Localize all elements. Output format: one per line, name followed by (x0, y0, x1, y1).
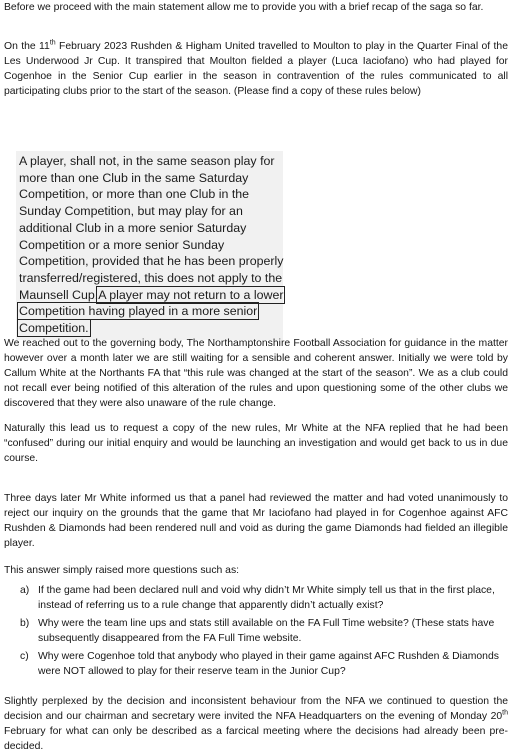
intro-paragraph: Before we proceed with the main statement allow me to provide you with a brief recap of the saga so far. (4, 2, 484, 13)
rule-line-10 (19, 303, 283, 320)
rule-line-4: Sunday Competition, but may play for an (19, 204, 243, 219)
list-marker: a) (20, 585, 30, 596)
list-item-text: If the game had been declared null and void why didn’t Mr White simply tell us that in the first place, instead of referring us to a rule change that apparently didn’t actually exist? (38, 585, 495, 611)
rule-line-11 (19, 320, 283, 337)
meeting-paragraph (4, 694, 508, 754)
rule-line-9 (19, 287, 283, 304)
rule-line-5: additional Club in a more senior Saturday (19, 220, 247, 235)
rule-line-2: more than one Club in the same Saturday (19, 170, 249, 185)
rule-line-1: A player, shall not, in the same season play for (19, 154, 275, 168)
meeting-text-rest: February for what can only be described as a farcical meeting where the decisions had already been pre-decided. (4, 726, 508, 752)
list-item (20, 583, 508, 613)
rule-line-6: Competition or a more senior Sunday (19, 237, 225, 252)
list-item-text: Why were the team line ups and stats still available on the FA Full Time website? (These stats have subsequently disappeared from the FA Full Time website. (38, 618, 495, 644)
highlighted-rule-start: A player may not return to a lower (98, 287, 284, 302)
rule-line-3: Competition, or more than one Club in the (19, 187, 250, 202)
list-marker: b) (20, 618, 30, 629)
list-item (20, 649, 508, 679)
meeting-text-start: Slightly perplexed by the decision and inconsistent behaviour from the NFA we continued to question the decision and our chairman and secretary were invited the NFA Headquarters on the evening of Monday 20 (4, 696, 508, 722)
meeting-date-suffix: th (502, 709, 508, 717)
list-item (20, 616, 508, 646)
new-rules-paragraph: Naturally this lead us to request a copy of the new rules, Mr White at the NFA replied that he had been “confused” during our initial enquiry and would be launching an investigation and would get back to us in due course. (4, 423, 508, 464)
governing-body-paragraph: We reached out to the governing body, The Northamptonshire Football Association for guidance in the matter however over a month later we are still waiting for a sensible and coherent answer. Initially we were told by Callum White at the Northants FA that “this rule was changed at the start of the season”. We as a club could not recall ever being notified of this alteration of the rules and upon questioning some of the other clubs we discovered that they were also unaware of the rule change. (4, 338, 508, 409)
questions-intro: This answer simply raised more questions such as: (4, 565, 240, 576)
rule-line-8: transferred/registered, this does not apply to the (19, 270, 283, 285)
recap-paragraph (4, 39, 508, 99)
questions-list (20, 583, 508, 679)
rule-line-9-start: Maunsell Cup. (19, 287, 99, 302)
recap-text-rest: February 2023 Rushden & Higham United travelled to Moulton to play in the Quarter Final of the Les Underwood Jr Cup. It transpired that Moulton fielded a player (Luca Iaciofano) who had played for Cogenhoe in the Senior Cup earlier in the season in contravention of the rules communicated to all participating clubs prior to the start of the season. (Please find a copy of these rules below) (4, 41, 508, 97)
recap-date-suffix: th (49, 39, 56, 47)
highlighted-rule-middle: Competition having played in a more senior (19, 304, 258, 319)
rule-line-7: Competition, provided that he has been properly (19, 254, 284, 269)
list-marker: c) (20, 651, 29, 662)
list-item-text: Why were Cogenhoe told that anybody who played in their game against AFC Rushden & Diamonds were NOT allowed to play for their reserve team in the Junior Cup? (38, 651, 499, 677)
panel-decision-paragraph: Three days later Mr White informed us that a panel had reviewed the matter and had voted unanimously to reject our inquiry on the grounds that the game that Mr Iaciofano had played in for Cogenhoe against AFC Rushden & Diamonds had been rendered null and void as during the game Diamonds had fielded an illegible player. (4, 493, 508, 549)
recap-text-start: On the 11 (4, 41, 50, 52)
highlighted-rule-end: Competition. (19, 321, 89, 336)
rule-excerpt-image (16, 151, 283, 340)
